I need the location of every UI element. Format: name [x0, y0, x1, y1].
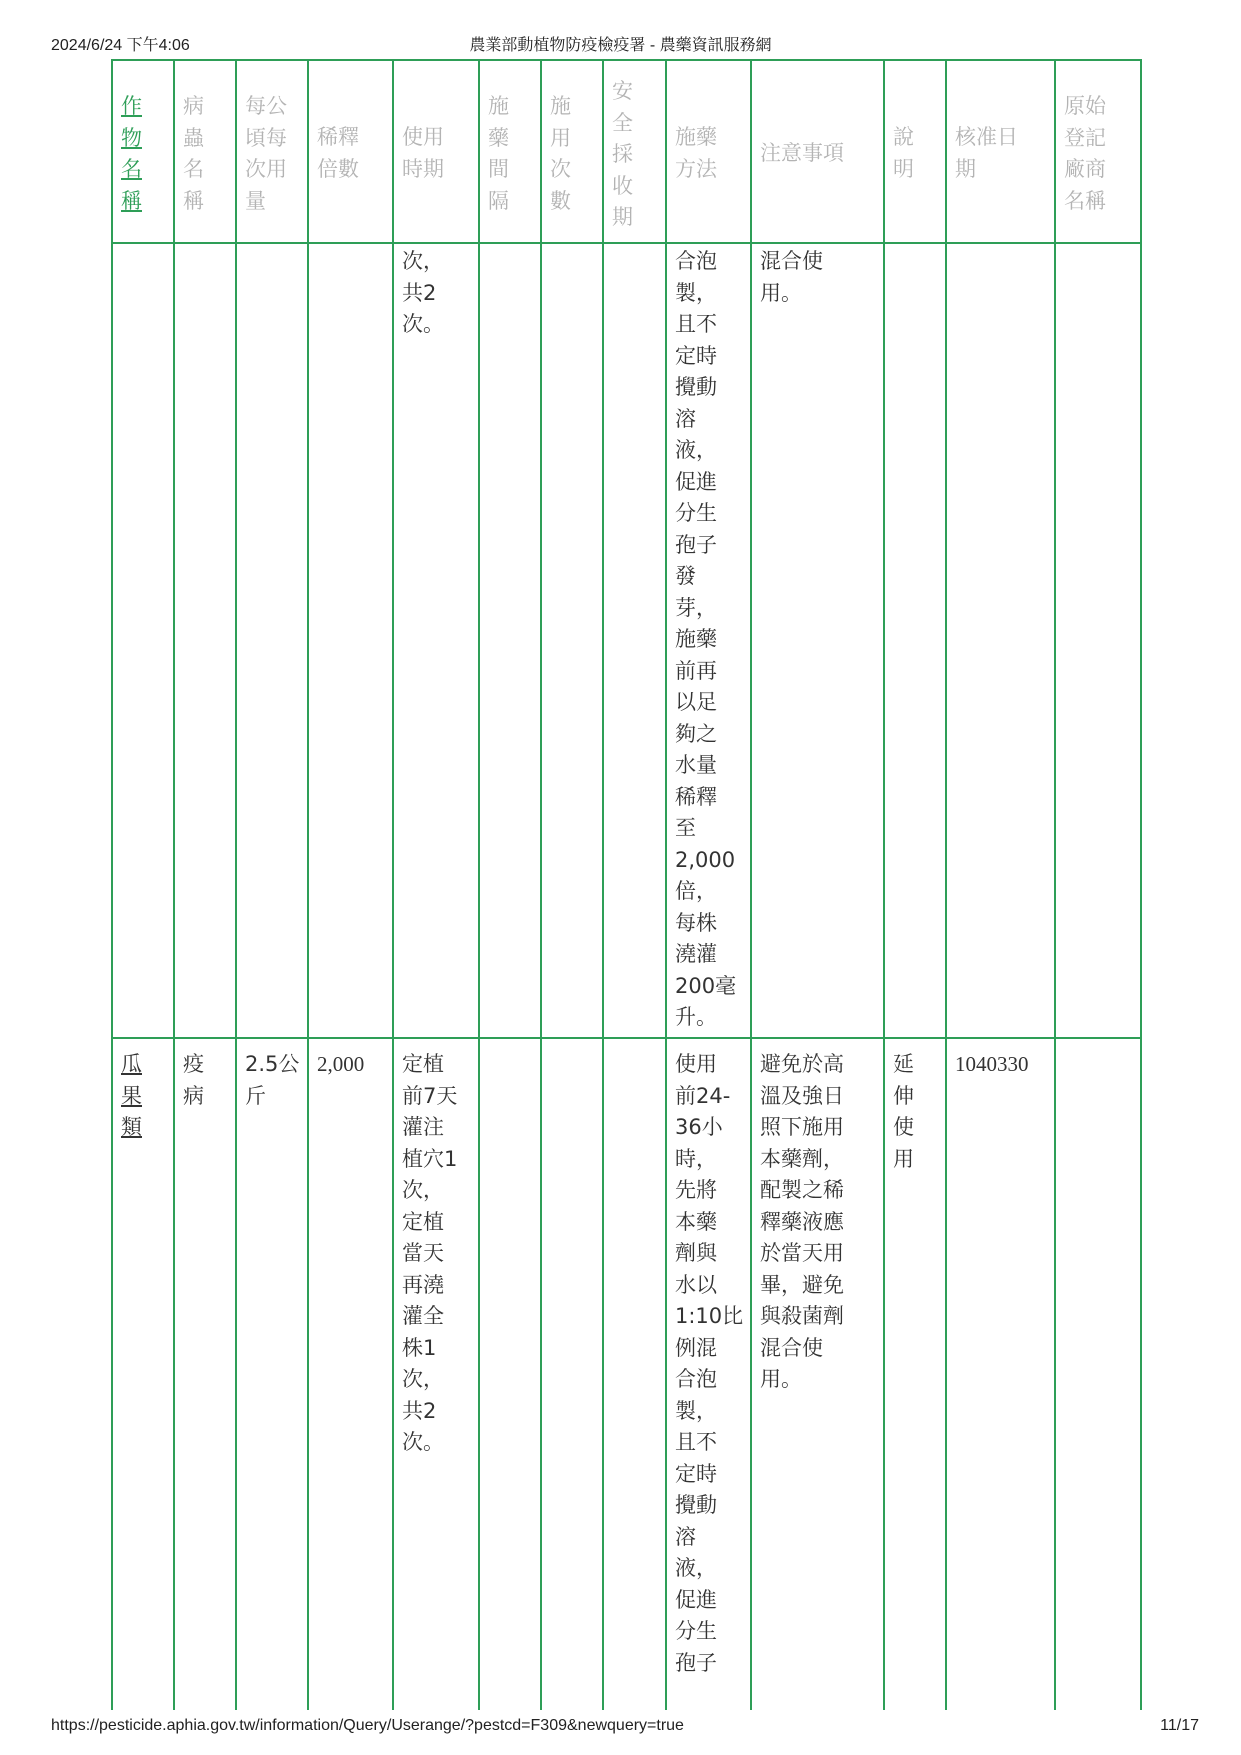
- page-number: 11/17: [1160, 1717, 1199, 1734]
- header-times: 施 用 次 數: [550, 94, 571, 213]
- header-remark: 說 明: [893, 125, 914, 181]
- header-crop-name[interactable]: 作 物 名 稱: [121, 94, 142, 213]
- row2-notes: 避免於高 溫及強日 照下施用 本藥劑， 配製之稀 釋藥液應 於當天用 畢，避免 與殺菌劑 混合使 用。: [760, 1052, 844, 1391]
- header-bottom-border: [111, 242, 1142, 244]
- table-border-right: [1140, 59, 1142, 1710]
- column-divider: [392, 59, 394, 1710]
- row1-notes: 混合使 用。: [760, 249, 823, 305]
- row2-remark: 延 伸 使 用: [893, 1052, 914, 1171]
- column-divider: [235, 59, 237, 1710]
- row-divider: [111, 1037, 1142, 1039]
- print-page-title: 農業部動植物防疫檢疫署 - 農藥資訊服務網: [469, 37, 772, 54]
- crop-link[interactable]: 瓜 果 類: [121, 1052, 142, 1139]
- column-divider: [478, 59, 480, 1710]
- header-safe-harvest: 安 全 採 收 期: [612, 79, 633, 229]
- column-divider: [883, 59, 885, 1710]
- column-divider: [307, 59, 309, 1710]
- header-interval: 施 藥 間 隔: [488, 94, 509, 213]
- column-divider: [1054, 59, 1056, 1710]
- page-url[interactable]: https://pesticide.aphia.gov.tw/information/Query/Userange/?pestcd=F309&newquery=true: [51, 1717, 684, 1734]
- row1-method: 合泡 製， 且不 定時 攪動 溶 液， 促進 分生 孢子 發 芽， 施藥 前再 以足 夠之 水量 稀釋 至 2,000 倍， 每株 澆灌 200毫 升。: [675, 249, 737, 1029]
- header-method: 施藥 方法: [675, 125, 717, 181]
- row2-dilution: 2,000: [317, 1052, 365, 1076]
- row2-pest: 疫 病: [183, 1052, 204, 1108]
- header-dose-per-hectare: 每公 頃每 次用 量: [245, 94, 287, 213]
- header-notes: 注意事項: [760, 141, 844, 165]
- column-divider: [540, 59, 542, 1710]
- row2-method: 使用 前24- 36小 時， 先將 本藥 劑與 水以 1:10比 例混 合泡 製， 且不 定時 攪動 溶 液， 促進 分生 孢子: [675, 1052, 744, 1675]
- column-divider: [750, 59, 752, 1710]
- table-border-left: [111, 59, 113, 1710]
- row2-dose: 2.5公 斤: [245, 1052, 300, 1108]
- header-approval-date: 核准日 期: [955, 125, 1018, 181]
- column-divider: [602, 59, 604, 1710]
- row2-approval-date: 1040330: [955, 1052, 1029, 1076]
- header-dilution: 稀釋 倍數: [317, 125, 359, 181]
- table-border-top: [111, 59, 1142, 61]
- print-datetime: 2024/6/24 下午4:06: [51, 37, 190, 54]
- header-timing: 使用 時期: [402, 125, 444, 181]
- row2-crop-link[interactable]: [121, 1049, 142, 1144]
- header-registrant: 原始 登記 廠商 名稱: [1064, 94, 1106, 213]
- row1-timing: 次， 共2 次。: [402, 249, 444, 336]
- column-divider: [665, 59, 667, 1710]
- header-pest-name: 病 蟲 名 稱: [183, 94, 204, 213]
- print-header: [0, 32, 1241, 54]
- column-divider: [173, 59, 175, 1710]
- row2-timing: 定植 前7天 灌注 植穴1 次， 定植 當天 再澆 灌全 株1 次， 共2 次。: [402, 1052, 458, 1454]
- print-footer: [0, 1717, 1241, 1739]
- column-divider: [945, 59, 947, 1710]
